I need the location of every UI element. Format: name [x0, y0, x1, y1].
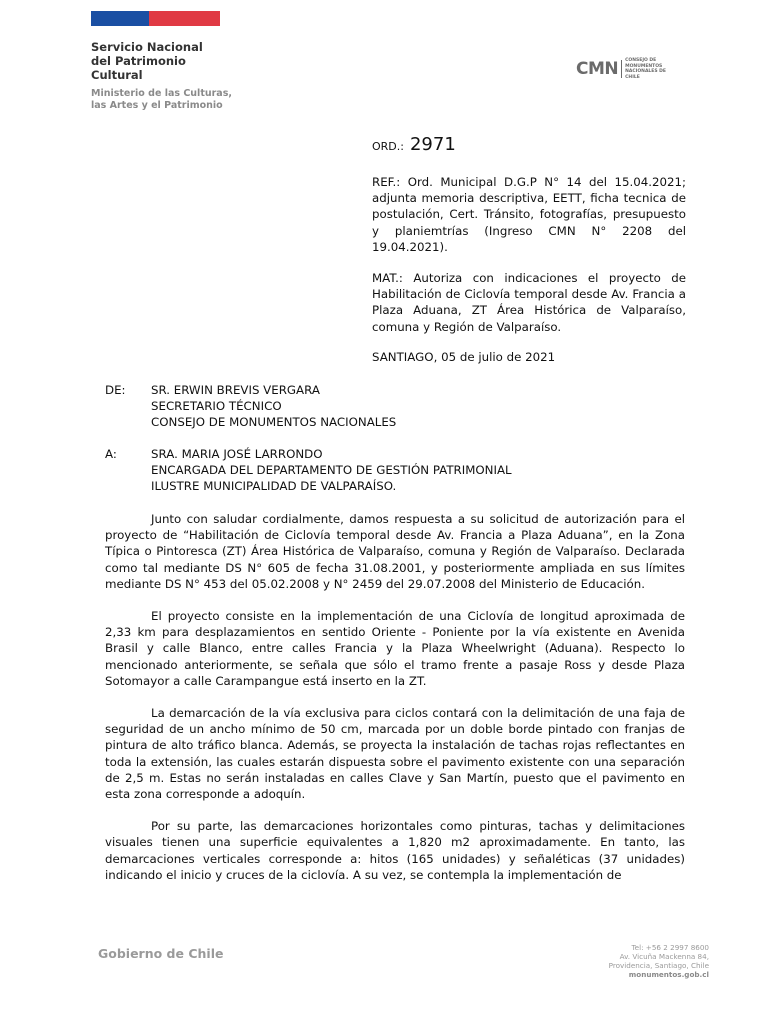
body-paragraph: El proyecto consiste en la implementación de una Ciclovía de longitud aproximada de 2,33 km para desplazamientos en sentido Oriente - Poniente por la vía existente en Avenida Brasil y calle Blanco, entre calles Francia y la Plaza Wheelwright (Aduana). Respecto lo mencionado anteriormente, se señala que sólo el tramo frente a pasaje Ross y desde Plaza Sotomayor a calle Carampangue está inserto en la ZT.	[105, 609, 685, 688]
institution-name	[91, 40, 232, 82]
cmn-abbr: CMN	[576, 59, 619, 79]
cmn-logo	[576, 58, 679, 80]
ord-reference	[372, 134, 456, 155]
sender-label: DE:	[105, 383, 126, 397]
contact-line: Av. Vicuña Mackenna 84,	[619, 952, 709, 961]
contact-line: Providencia, Santiago, Chile	[608, 961, 709, 970]
body-paragraph: Por su parte, las demarcaciones horizontales como pinturas, tachas y delimitaciones visuales tienen una superficie equivalentes a 1,820 m2 aproximadamente. En tanto, las demarcaciones verticales corresponde a: hitos (165 unidades) y señaléticas (37 unidades) indicando el inicio y cruces de la ciclovía. A su vez, se contempla la implementación de	[105, 819, 685, 882]
website-link[interactable]: monumentos.gob.cl	[628, 970, 709, 979]
cmn-line: NACIONALES DE CHILE	[625, 69, 666, 80]
letter-body	[105, 511, 685, 899]
body-paragraph: Junto con saludar cordialmente, damos respuesta a su solicitud de autorización para el proyecto de “Habilitación de Ciclovía temporal desde Av. Francia a Plaza Aduana”, en la Zona Típica o Pintoresca (ZT) Área Histórica de Valparaíso, comuna y Región de Valparaíso. Declarada como tal mediante DS N° 605 de fecha 31.08.2001, y posteriormente ampliada en sus límites mediante DS N° 453 del 05.02.2008 y N° 2459 del 29.07.2008 del Ministerio de Educación.	[105, 512, 685, 591]
institution-line: Servicio Nacional	[91, 40, 203, 54]
ministry-name	[91, 88, 232, 112]
ord-number: 2971	[409, 134, 456, 155]
flag-red-stripe	[149, 11, 220, 26]
cmn-divider	[621, 60, 622, 78]
gobierno-de-chile-logo: Gobierno de Chile	[98, 946, 224, 961]
recipient-label: A:	[105, 447, 117, 461]
body-paragraph: La demarcación de la vía exclusiva para ciclos contará con la delimitación de una faja de seguridad de un ancho mínimo de 50 cm, marcada por un doble borde pintado con franjas de pintura de alto tráfico blanca. Además, se proyecta la instalación de tachas rojas reflectantes en toda la extensión, las cuales estarán dispuesta sobre el pavimento existente con una separación de 2,5 m. Estas no serán instaladas en calles Clave y San Martín, puesto que el pavimento en esta zona corresponde a adoquín.	[105, 706, 685, 802]
chile-flag-logo	[91, 11, 220, 26]
sender-line: SECRETARIO TÉCNICO	[151, 399, 282, 414]
recipient-line: ENCARGADA DEL DEPARTAMENTO DE GESTIÓN PATRIMONIAL	[151, 463, 512, 478]
ref-block: REF.: Ord. Municipal D.G.P N° 14 del 15.04.2021; adjunta memoria descriptiva, EETT, ficha tecnica de postulación, Cert. Tránsito, fotografías, presupuesto y planiemtrías (Ingreso CMN N° 2208 del 19.04.2021).	[372, 175, 686, 254]
recipient-line: SRA. MARIA JOSÉ LARRONDO	[151, 447, 323, 461]
date-line: SANTIAGO, 05 de julio de 2021	[372, 350, 556, 364]
sender-line: SR. ERWIN BREVIS VERGARA	[151, 383, 320, 397]
sender-details	[151, 382, 396, 431]
ord-label: ORD.:	[372, 140, 404, 153]
mat-block: MAT.: Autoriza con indicaciones el proyecto de Habilitación de Ciclovía temporal desde Av. Francia a Plaza Aduana, ZT Área Histórica de Valparaíso, comuna y Región de Valparaíso.	[372, 271, 686, 334]
ministry-line: las Artes y el Patrimonio	[91, 100, 223, 111]
recipient-line: ILUSTRE MUNICIPALIDAD DE VALPARAÍSO.	[151, 479, 397, 494]
institution-line: Cultural	[91, 68, 143, 82]
institution-line: del Patrimonio	[91, 54, 186, 68]
ministry-line: Ministerio de las Culturas,	[91, 88, 232, 99]
footer-contact	[609, 943, 709, 979]
cmn-line: MONUMENTOS	[625, 63, 663, 69]
cmn-full-name	[625, 58, 679, 80]
flag-blue-stripe	[91, 11, 149, 26]
cmn-line: CONSEJO DE	[625, 58, 657, 63]
recipient-details	[151, 446, 512, 495]
institution-logo	[91, 40, 232, 112]
contact-line: Tel: +56 2 2997 8600	[631, 943, 709, 952]
sender-line: CONSEJO DE MONUMENTOS NACIONALES	[151, 415, 397, 430]
